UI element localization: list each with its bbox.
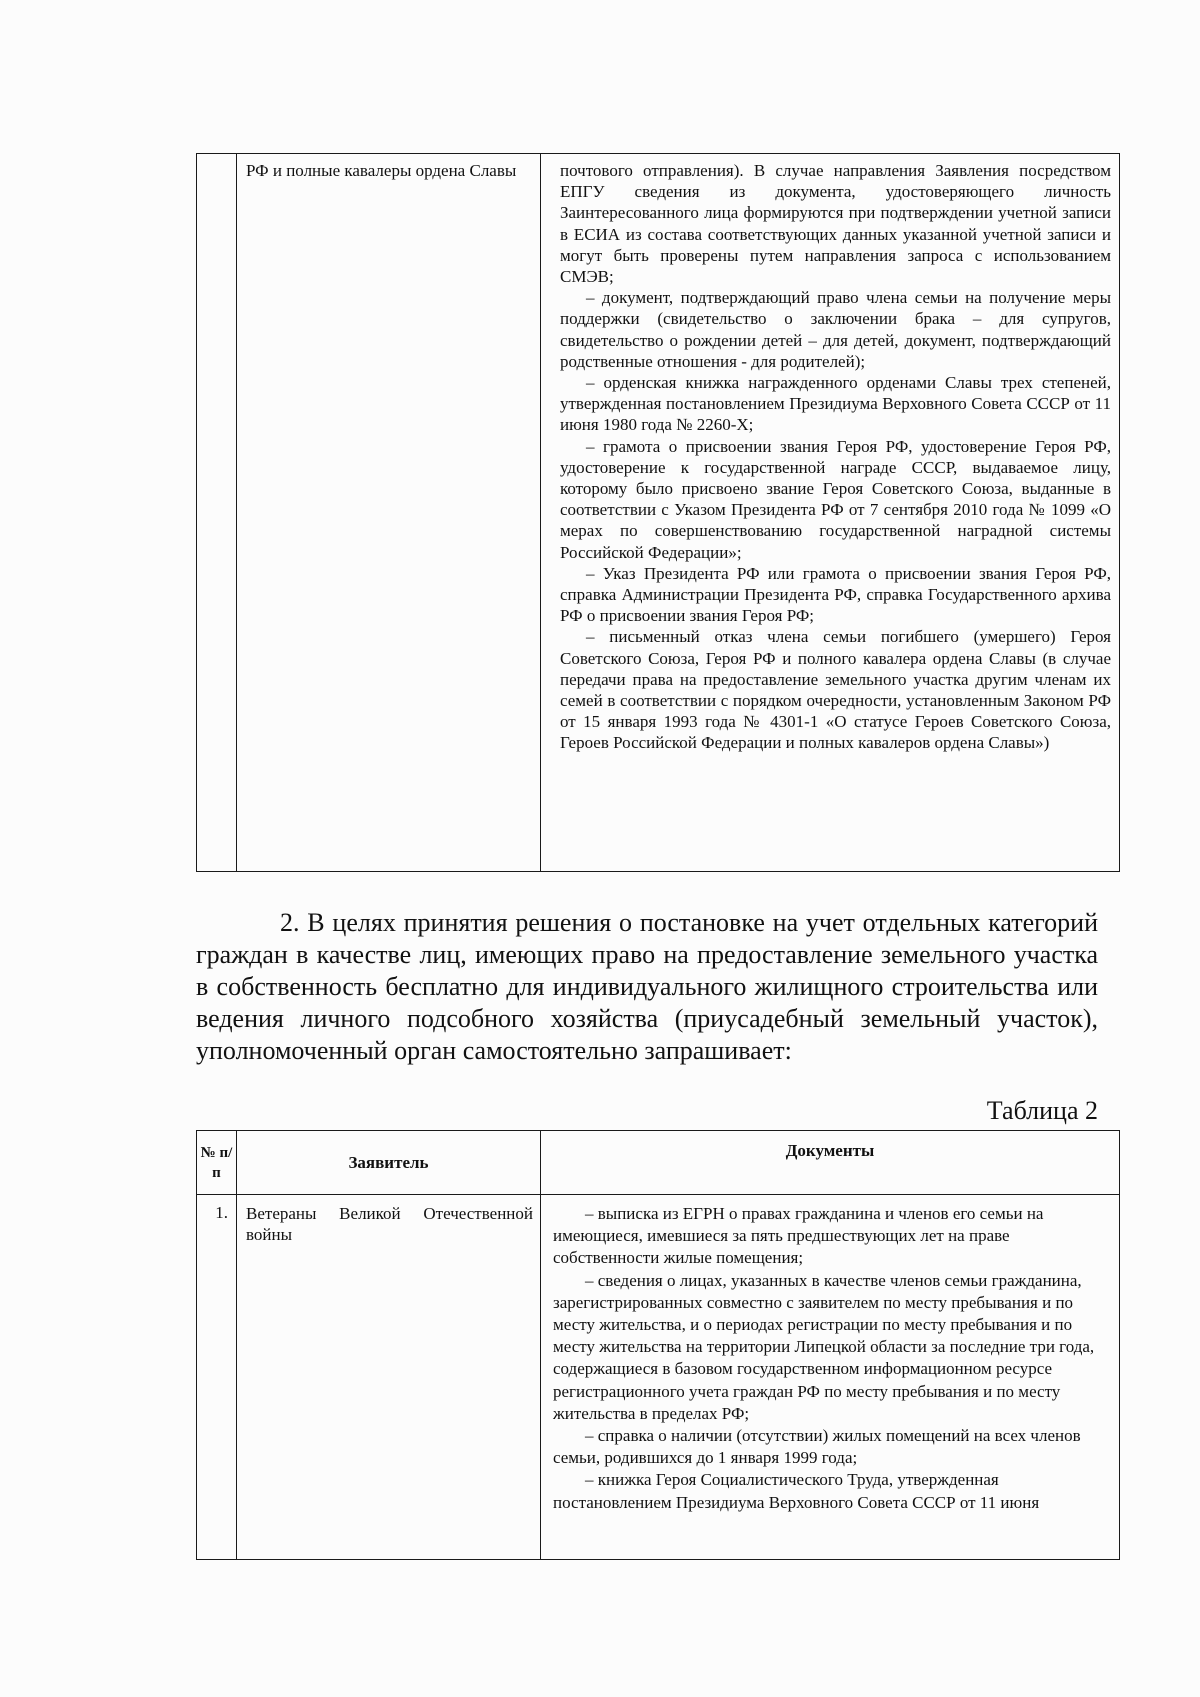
- header-applicant-cell: [237, 1131, 541, 1195]
- document-item: – сведения о лицах, указанных в качестве членов семьи гражданина, зарегистрированных совместно с заявителем по месту пребывания и по месту жительства, и о периодах регистрации по месту пребывания и по месту жительства на территории Липецкой области за последние три года, содержащиеся в базовом государственном информационном ресурсе регистрационного учета граждан РФ по месту пребывания и по месту жительства в пределах РФ;: [553, 1270, 1095, 1423]
- document-item: – письменный отказ члена семьи погибшего (умершего) Героя Советского Союза, Героя РФ и полного кавалера ордена Славы (в случае передачи права на предоставление земельного участка другим членам их семей в соответствии с порядком очередности, установленным Законом РФ от 15 января 1993 года № 4301-1 «О статусе Героев Советского Союза, Героев Российской Федерации и полных кавалеров ордена Славы»): [560, 627, 1111, 753]
- row-number: 1.: [215, 1203, 228, 1222]
- table-row: [197, 154, 1120, 872]
- paragraph-2: 2. В целях принятия решения о постановке на учет отдельных категорий граждан в качестве лиц, имеющих право на предоставление земельного участка в собственность бесплатно для индивидуального жилищного строительства или ведения личного подсобного хозяйства (приусадебный земельный участок), уполномоченный орган самостоятельно запрашивает:: [196, 908, 1098, 1065]
- header-documents: Документы: [785, 1140, 875, 1160]
- documents-cell: [541, 1195, 1120, 1560]
- number-cell: [197, 154, 237, 872]
- header-num: № п/п: [200, 1144, 233, 1181]
- table-row: [197, 1195, 1120, 1560]
- document-item: – грамота о присвоении звания Героя РФ, удостоверение Героя РФ, удостоверение к государственной награде СССР, выдаваемое лицу, которому было присвоено звание Героя Советского Союза, выданные в соответствии с Указом Президента РФ от 7 сентября 2010 года № 1099 «О мерах по совершенствованию государственной наградной системы Российской Федерации»;: [560, 436, 1111, 562]
- header-num-cell: [197, 1131, 237, 1195]
- number-cell: [197, 1195, 237, 1560]
- table-1-continuation: [196, 153, 1120, 872]
- table-header-row: [197, 1131, 1120, 1195]
- applicant-cell: [237, 154, 541, 872]
- document-item: – Указ Президента РФ или грамота о присвоении звания Героя РФ, справка Администрации Президента РФ, справка Государственного архива РФ о присвоении звания Героя РФ;: [560, 563, 1111, 626]
- document-item: – выписка из ЕГРН о правах гражданина и членов его семьи на имеющиеся, имевшиеся за пять предшествующих лет на праве собственности жилые помещения;: [553, 1204, 1044, 1268]
- documents-cell: [541, 154, 1120, 872]
- header-documents-cell: [541, 1131, 1120, 1195]
- document-item: – документ, подтверждающий право члена семьи на получение меры поддержки (свидетельство о заключении брака – для супругов, свидетельство о рождении детей – для детей, документ, подтверждающий родственные отношения - для родителей);: [560, 288, 1111, 371]
- document-item: – орденская книжка награжденного орденами Славы трех степеней, утвержденная постановлением Президиума Верховного Совета СССР от 11 июня 1980 года № 2260-Х;: [560, 373, 1111, 435]
- document-item: почтового отправления). В случае направления Заявления посредством ЕПГУ сведения из документа, удостоверяющего личность Заинтересованного лица формируются при подтверждении учетной записи в ЕСИА из состава соответствующих данных указанной учетной записи и могут быть проверены путем направления запроса с использованием СМЭВ;: [560, 161, 1111, 287]
- table-2: [196, 1130, 1120, 1560]
- applicant-text: Ветераны Великой Отечественной войны: [246, 1204, 533, 1244]
- document-item: – книжка Героя Социалистического Труда, утвержденная постановлением Президиума Верховного Совета СССР от 11 июня: [553, 1470, 1040, 1512]
- applicant-cell: [237, 1195, 541, 1560]
- header-applicant: Заявитель: [348, 1152, 429, 1172]
- documents-list: [541, 1195, 1119, 1514]
- table-caption: Таблица 2: [986, 1096, 1098, 1125]
- document-item: – справка о наличии (отсутствии) жилых помещений на всех членов семьи, родившихся до 1 января 1999 года;: [553, 1426, 1081, 1468]
- applicant-text: РФ и полные кавалеры ордена Славы: [246, 161, 517, 180]
- documents-list: [541, 154, 1119, 758]
